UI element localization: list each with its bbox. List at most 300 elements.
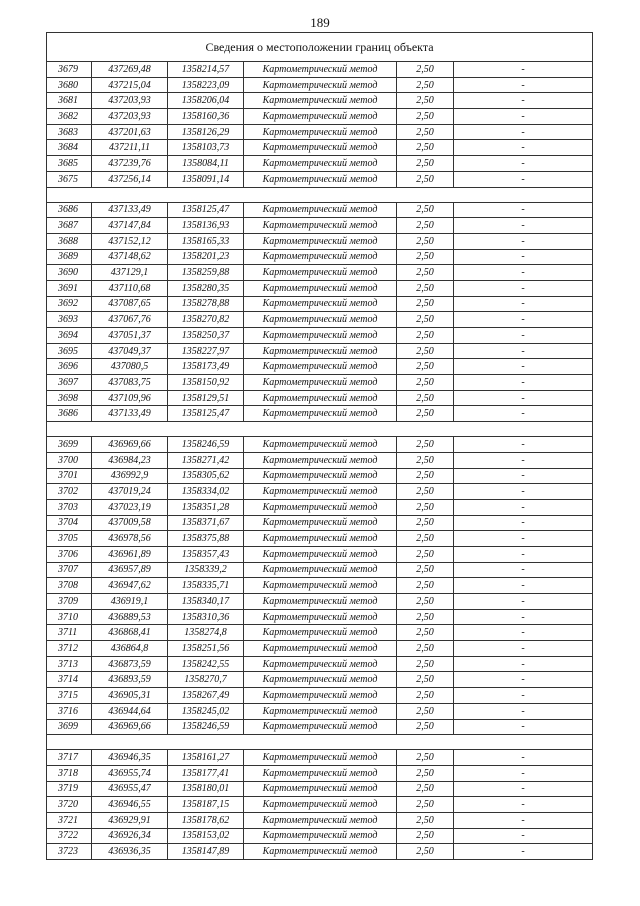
- method-cell: Картометрический метод: [244, 124, 397, 140]
- y-coordinate-cell: 1358242,55: [168, 656, 244, 672]
- accuracy-cell: 2,50: [397, 437, 454, 453]
- table-row: [47, 140, 593, 156]
- method-cell: Картометрический метод: [244, 93, 397, 109]
- table-row: [47, 124, 593, 140]
- description-cell: -: [454, 688, 593, 704]
- x-coordinate-cell: 436893,59: [92, 672, 168, 688]
- description-cell: -: [454, 468, 593, 484]
- description-cell: -: [454, 562, 593, 578]
- accuracy-cell: 2,50: [397, 468, 454, 484]
- x-coordinate-cell: 437239,76: [92, 156, 168, 172]
- table-row: [47, 109, 593, 125]
- accuracy-cell: 2,50: [397, 515, 454, 531]
- x-coordinate-cell: 437049,37: [92, 343, 168, 359]
- table-row: [47, 546, 593, 562]
- x-coordinate-cell: 436868,41: [92, 625, 168, 641]
- method-cell: Картометрический метод: [244, 375, 397, 391]
- accuracy-cell: 2,50: [397, 844, 454, 860]
- y-coordinate-cell: 1358351,28: [168, 499, 244, 515]
- table-row: [47, 844, 593, 860]
- method-cell: Картометрический метод: [244, 468, 397, 484]
- description-cell: -: [454, 625, 593, 641]
- point-number-cell: 3685: [47, 156, 92, 172]
- table-row: [47, 703, 593, 719]
- accuracy-cell: 2,50: [397, 656, 454, 672]
- method-cell: Картометрический метод: [244, 672, 397, 688]
- point-number-cell: 3691: [47, 280, 92, 296]
- table-title: Сведения о местоположении границ объекта: [47, 33, 593, 62]
- accuracy-cell: 2,50: [397, 109, 454, 125]
- description-cell: -: [454, 578, 593, 594]
- y-coordinate-cell: 1358246,59: [168, 719, 244, 735]
- y-coordinate-cell: 1358126,29: [168, 124, 244, 140]
- x-coordinate-cell: 436929,91: [92, 812, 168, 828]
- x-coordinate-cell: 436864,8: [92, 641, 168, 657]
- description-cell: -: [454, 499, 593, 515]
- accuracy-cell: 2,50: [397, 77, 454, 93]
- accuracy-cell: 2,50: [397, 296, 454, 312]
- point-number-cell: 3695: [47, 343, 92, 359]
- accuracy-cell: 2,50: [397, 578, 454, 594]
- table-row: [47, 499, 593, 515]
- point-number-cell: 3701: [47, 468, 92, 484]
- description-cell: -: [454, 797, 593, 813]
- method-cell: Картометрический метод: [244, 109, 397, 125]
- table-row: [47, 562, 593, 578]
- x-coordinate-cell: 437269,48: [92, 62, 168, 78]
- x-coordinate-cell: 437009,58: [92, 515, 168, 531]
- accuracy-cell: 2,50: [397, 546, 454, 562]
- y-coordinate-cell: 1358091,14: [168, 171, 244, 187]
- method-cell: Картометрический метод: [244, 249, 397, 265]
- description-cell: -: [454, 109, 593, 125]
- description-cell: -: [454, 218, 593, 234]
- method-cell: Картометрический метод: [244, 594, 397, 610]
- point-number-cell: 3675: [47, 171, 92, 187]
- table-row: [47, 249, 593, 265]
- x-coordinate-cell: 437133,49: [92, 202, 168, 218]
- method-cell: Картометрический метод: [244, 296, 397, 312]
- y-coordinate-cell: 1358084,11: [168, 156, 244, 172]
- accuracy-cell: 2,50: [397, 812, 454, 828]
- x-coordinate-cell: 437109,96: [92, 390, 168, 406]
- method-cell: Картометрический метод: [244, 688, 397, 704]
- y-coordinate-cell: 1358339,2: [168, 562, 244, 578]
- table-row: [47, 280, 593, 296]
- table-row: [47, 609, 593, 625]
- description-cell: -: [454, 171, 593, 187]
- accuracy-cell: 2,50: [397, 406, 454, 422]
- y-coordinate-cell: 1358280,35: [168, 280, 244, 296]
- y-coordinate-cell: 1358310,36: [168, 609, 244, 625]
- table-row: [47, 656, 593, 672]
- x-coordinate-cell: 437203,93: [92, 93, 168, 109]
- table-row: [47, 468, 593, 484]
- page-number: 189: [310, 15, 330, 30]
- table-row: [47, 625, 593, 641]
- x-coordinate-cell: 437023,19: [92, 499, 168, 515]
- description-cell: -: [454, 844, 593, 860]
- y-coordinate-cell: 1358267,49: [168, 688, 244, 704]
- method-cell: Картометрический метод: [244, 156, 397, 172]
- y-coordinate-cell: 1358278,88: [168, 296, 244, 312]
- x-coordinate-cell: 437256,14: [92, 171, 168, 187]
- x-coordinate-cell: 436944,64: [92, 703, 168, 719]
- table-row: [47, 797, 593, 813]
- method-cell: Картометрический метод: [244, 719, 397, 735]
- table-row: [47, 312, 593, 328]
- point-number-cell: 3708: [47, 578, 92, 594]
- method-cell: Картометрический метод: [244, 828, 397, 844]
- table-row: [47, 437, 593, 453]
- description-cell: -: [454, 828, 593, 844]
- x-coordinate-cell: 436873,59: [92, 656, 168, 672]
- description-cell: -: [454, 609, 593, 625]
- x-coordinate-cell: 437203,93: [92, 109, 168, 125]
- method-cell: Картометрический метод: [244, 484, 397, 500]
- x-coordinate-cell: 437083,75: [92, 375, 168, 391]
- y-coordinate-cell: 1358177,41: [168, 765, 244, 781]
- y-coordinate-cell: 1358160,36: [168, 109, 244, 125]
- description-cell: -: [454, 312, 593, 328]
- accuracy-cell: 2,50: [397, 828, 454, 844]
- description-cell: -: [454, 546, 593, 562]
- accuracy-cell: 2,50: [397, 625, 454, 641]
- point-number-cell: 3717: [47, 750, 92, 766]
- table-row: [47, 202, 593, 218]
- accuracy-cell: 2,50: [397, 156, 454, 172]
- table-row: [47, 781, 593, 797]
- y-coordinate-cell: 1358153,02: [168, 828, 244, 844]
- point-number-cell: 3681: [47, 93, 92, 109]
- y-coordinate-cell: 1358305,62: [168, 468, 244, 484]
- method-cell: Картометрический метод: [244, 437, 397, 453]
- point-number-cell: 3693: [47, 312, 92, 328]
- x-coordinate-cell: 436978,56: [92, 531, 168, 547]
- accuracy-cell: 2,50: [397, 641, 454, 657]
- description-cell: -: [454, 641, 593, 657]
- y-coordinate-cell: 1358150,92: [168, 375, 244, 391]
- description-cell: -: [454, 594, 593, 610]
- y-coordinate-cell: 1358271,42: [168, 452, 244, 468]
- point-number-cell: 3706: [47, 546, 92, 562]
- x-coordinate-cell: 437051,37: [92, 328, 168, 344]
- point-number-cell: 3688: [47, 233, 92, 249]
- table-row: [47, 484, 593, 500]
- accuracy-cell: 2,50: [397, 124, 454, 140]
- method-cell: Картометрический метод: [244, 312, 397, 328]
- description-cell: -: [454, 202, 593, 218]
- accuracy-cell: 2,50: [397, 484, 454, 500]
- table-row: [47, 641, 593, 657]
- description-cell: -: [454, 812, 593, 828]
- table-row: [47, 62, 593, 78]
- point-number-cell: 3718: [47, 765, 92, 781]
- point-number-cell: 3699: [47, 437, 92, 453]
- y-coordinate-cell: 1358340,17: [168, 594, 244, 610]
- y-coordinate-cell: 1358206,04: [168, 93, 244, 109]
- point-number-cell: 3687: [47, 218, 92, 234]
- y-coordinate-cell: 1358178,62: [168, 812, 244, 828]
- point-number-cell: 3712: [47, 641, 92, 657]
- y-coordinate-cell: 1358357,43: [168, 546, 244, 562]
- accuracy-cell: 2,50: [397, 781, 454, 797]
- point-number-cell: 3683: [47, 124, 92, 140]
- accuracy-cell: 2,50: [397, 562, 454, 578]
- table-row: [47, 515, 593, 531]
- description-cell: -: [454, 452, 593, 468]
- accuracy-cell: 2,50: [397, 703, 454, 719]
- method-cell: Картометрический метод: [244, 781, 397, 797]
- accuracy-cell: 2,50: [397, 171, 454, 187]
- description-cell: -: [454, 233, 593, 249]
- y-coordinate-cell: 1358187,15: [168, 797, 244, 813]
- table-row: [47, 719, 593, 735]
- table-row: [47, 77, 593, 93]
- method-cell: Картометрический метод: [244, 578, 397, 594]
- description-cell: -: [454, 765, 593, 781]
- point-number-cell: 3696: [47, 359, 92, 375]
- y-coordinate-cell: 1358147,89: [168, 844, 244, 860]
- accuracy-cell: 2,50: [397, 93, 454, 109]
- point-number-cell: 3697: [47, 375, 92, 391]
- point-number-cell: 3704: [47, 515, 92, 531]
- point-number-cell: 3692: [47, 296, 92, 312]
- table-row: [47, 171, 593, 187]
- x-coordinate-cell: 437067,76: [92, 312, 168, 328]
- accuracy-cell: 2,50: [397, 688, 454, 704]
- accuracy-cell: 2,50: [397, 672, 454, 688]
- description-cell: -: [454, 328, 593, 344]
- table-row: [47, 218, 593, 234]
- y-coordinate-cell: 1358223,09: [168, 77, 244, 93]
- method-cell: Картометрический метод: [244, 265, 397, 281]
- description-cell: -: [454, 93, 593, 109]
- x-coordinate-cell: 437211,11: [92, 140, 168, 156]
- point-number-cell: 3709: [47, 594, 92, 610]
- point-number-cell: 3699: [47, 719, 92, 735]
- separator-cell: [47, 422, 593, 437]
- method-cell: Картометрический метод: [244, 359, 397, 375]
- description-cell: -: [454, 656, 593, 672]
- y-coordinate-cell: 1358259,88: [168, 265, 244, 281]
- description-cell: -: [454, 343, 593, 359]
- y-coordinate-cell: 1358335,71: [168, 578, 244, 594]
- method-cell: Картометрический метод: [244, 280, 397, 296]
- x-coordinate-cell: 437201,63: [92, 124, 168, 140]
- accuracy-cell: 2,50: [397, 218, 454, 234]
- separator-cell: [47, 735, 593, 750]
- group-separator: [47, 735, 593, 750]
- x-coordinate-cell: 437215,04: [92, 77, 168, 93]
- x-coordinate-cell: 437080,5: [92, 359, 168, 375]
- method-cell: Картометрический метод: [244, 703, 397, 719]
- point-number-cell: 3702: [47, 484, 92, 500]
- description-cell: -: [454, 359, 593, 375]
- x-coordinate-cell: 436957,89: [92, 562, 168, 578]
- y-coordinate-cell: 1358161,27: [168, 750, 244, 766]
- description-cell: -: [454, 703, 593, 719]
- point-number-cell: 3700: [47, 452, 92, 468]
- description-cell: -: [454, 140, 593, 156]
- point-number-cell: 3719: [47, 781, 92, 797]
- description-cell: -: [454, 781, 593, 797]
- method-cell: Картометрический метод: [244, 609, 397, 625]
- method-cell: Картометрический метод: [244, 515, 397, 531]
- y-coordinate-cell: 1358173,49: [168, 359, 244, 375]
- y-coordinate-cell: 1358270,82: [168, 312, 244, 328]
- accuracy-cell: 2,50: [397, 62, 454, 78]
- description-cell: -: [454, 62, 593, 78]
- method-cell: Картометрический метод: [244, 656, 397, 672]
- table-row: [47, 359, 593, 375]
- table-body: [47, 33, 593, 860]
- description-cell: -: [454, 719, 593, 735]
- accuracy-cell: 2,50: [397, 359, 454, 375]
- table-row: [47, 765, 593, 781]
- table-row: [47, 688, 593, 704]
- separator-cell: [47, 187, 593, 202]
- y-coordinate-cell: 1358201,23: [168, 249, 244, 265]
- accuracy-cell: 2,50: [397, 499, 454, 515]
- x-coordinate-cell: 436955,47: [92, 781, 168, 797]
- point-number-cell: 3679: [47, 62, 92, 78]
- x-coordinate-cell: 437133,49: [92, 406, 168, 422]
- point-number-cell: 3723: [47, 844, 92, 860]
- description-cell: -: [454, 672, 593, 688]
- table-row: [47, 390, 593, 406]
- accuracy-cell: 2,50: [397, 202, 454, 218]
- description-cell: -: [454, 249, 593, 265]
- method-cell: Картометрический метод: [244, 750, 397, 766]
- x-coordinate-cell: 437147,84: [92, 218, 168, 234]
- y-coordinate-cell: 1358251,56: [168, 641, 244, 657]
- table-row: [47, 328, 593, 344]
- point-number-cell: 3710: [47, 609, 92, 625]
- group-separator: [47, 422, 593, 437]
- table-row: [47, 406, 593, 422]
- table-row: [47, 156, 593, 172]
- x-coordinate-cell: 437148,62: [92, 249, 168, 265]
- accuracy-cell: 2,50: [397, 797, 454, 813]
- method-cell: Картометрический метод: [244, 390, 397, 406]
- method-cell: Картометрический метод: [244, 531, 397, 547]
- x-coordinate-cell: 436969,66: [92, 437, 168, 453]
- description-cell: -: [454, 390, 593, 406]
- table-row: [47, 452, 593, 468]
- x-coordinate-cell: 437087,65: [92, 296, 168, 312]
- accuracy-cell: 2,50: [397, 452, 454, 468]
- x-coordinate-cell: 436992,9: [92, 468, 168, 484]
- x-coordinate-cell: 436889,53: [92, 609, 168, 625]
- description-cell: -: [454, 156, 593, 172]
- method-cell: Картометрический метод: [244, 452, 397, 468]
- table-row: [47, 828, 593, 844]
- y-coordinate-cell: 1358270,7: [168, 672, 244, 688]
- point-number-cell: 3686: [47, 202, 92, 218]
- accuracy-cell: 2,50: [397, 140, 454, 156]
- accuracy-cell: 2,50: [397, 312, 454, 328]
- y-coordinate-cell: 1358227,97: [168, 343, 244, 359]
- point-number-cell: 3716: [47, 703, 92, 719]
- point-number-cell: 3714: [47, 672, 92, 688]
- description-cell: -: [454, 515, 593, 531]
- description-cell: -: [454, 406, 593, 422]
- method-cell: Картометрический метод: [244, 625, 397, 641]
- description-cell: -: [454, 265, 593, 281]
- accuracy-cell: 2,50: [397, 233, 454, 249]
- point-number-cell: 3722: [47, 828, 92, 844]
- description-cell: -: [454, 280, 593, 296]
- method-cell: Картометрический метод: [244, 140, 397, 156]
- point-number-cell: 3689: [47, 249, 92, 265]
- description-cell: -: [454, 124, 593, 140]
- point-number-cell: 3707: [47, 562, 92, 578]
- x-coordinate-cell: 436961,89: [92, 546, 168, 562]
- method-cell: Картометрический метод: [244, 797, 397, 813]
- y-coordinate-cell: 1358371,67: [168, 515, 244, 531]
- point-number-cell: 3705: [47, 531, 92, 547]
- table-row: [47, 93, 593, 109]
- method-cell: Картометрический метод: [244, 499, 397, 515]
- y-coordinate-cell: 1358125,47: [168, 202, 244, 218]
- y-coordinate-cell: 1358274,8: [168, 625, 244, 641]
- table-row: [47, 594, 593, 610]
- accuracy-cell: 2,50: [397, 343, 454, 359]
- table-row: [47, 343, 593, 359]
- point-number-cell: 3698: [47, 390, 92, 406]
- accuracy-cell: 2,50: [397, 280, 454, 296]
- accuracy-cell: 2,50: [397, 328, 454, 344]
- x-coordinate-cell: 437019,24: [92, 484, 168, 500]
- point-number-cell: 3721: [47, 812, 92, 828]
- y-coordinate-cell: 1358129,51: [168, 390, 244, 406]
- y-coordinate-cell: 1358375,88: [168, 531, 244, 547]
- method-cell: Картометрический метод: [244, 562, 397, 578]
- method-cell: Картометрический метод: [244, 641, 397, 657]
- method-cell: Картометрический метод: [244, 343, 397, 359]
- description-cell: -: [454, 296, 593, 312]
- group-separator: [47, 187, 593, 202]
- accuracy-cell: 2,50: [397, 594, 454, 610]
- y-coordinate-cell: 1358136,93: [168, 218, 244, 234]
- accuracy-cell: 2,50: [397, 390, 454, 406]
- x-coordinate-cell: 436984,23: [92, 452, 168, 468]
- method-cell: Картометрический метод: [244, 844, 397, 860]
- point-number-cell: 3720: [47, 797, 92, 813]
- y-coordinate-cell: 1358165,33: [168, 233, 244, 249]
- y-coordinate-cell: 1358334,02: [168, 484, 244, 500]
- method-cell: Картометрический метод: [244, 218, 397, 234]
- accuracy-cell: 2,50: [397, 719, 454, 735]
- x-coordinate-cell: 437129,1: [92, 265, 168, 281]
- table-row: [47, 233, 593, 249]
- x-coordinate-cell: 436926,34: [92, 828, 168, 844]
- point-number-cell: 3690: [47, 265, 92, 281]
- table-row: [47, 750, 593, 766]
- description-cell: -: [454, 77, 593, 93]
- description-cell: -: [454, 484, 593, 500]
- point-number-cell: 3703: [47, 499, 92, 515]
- method-cell: Картометрический метод: [244, 765, 397, 781]
- table-row: [47, 265, 593, 281]
- method-cell: Картометрический метод: [244, 62, 397, 78]
- point-number-cell: 3715: [47, 688, 92, 704]
- x-coordinate-cell: 436969,66: [92, 719, 168, 735]
- table-row: [47, 375, 593, 391]
- point-number-cell: 3713: [47, 656, 92, 672]
- x-coordinate-cell: 436905,31: [92, 688, 168, 704]
